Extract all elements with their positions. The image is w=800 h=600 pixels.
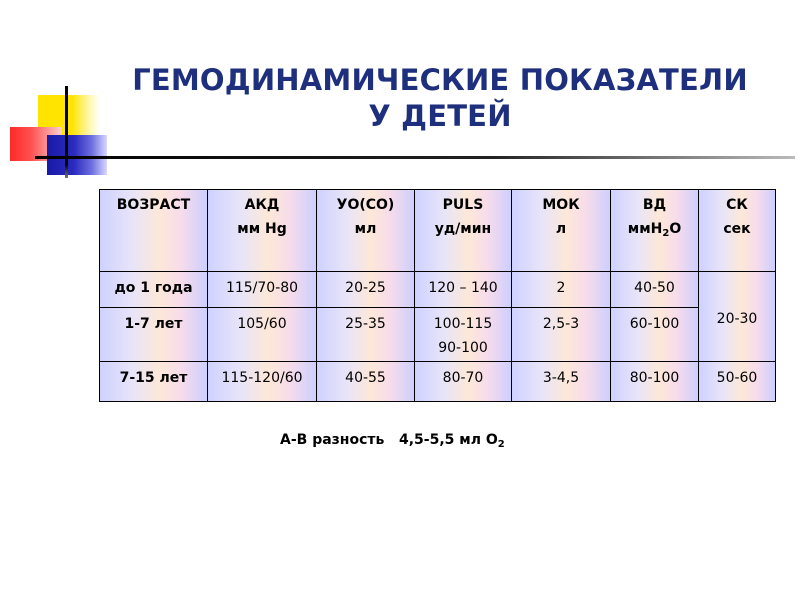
cell-uo: 20-25 [317,272,415,308]
table-row [100,272,776,308]
header-sk [699,190,776,272]
cell-vd: 60-100 [611,308,699,362]
cell-uo: 40-55 [317,362,415,402]
title-line-1: ГЕМОДИНАМИЧЕСКИЕ ПОКАЗАТЕЛИ [132,63,748,97]
header-vd-label: ВД [642,197,667,213]
av-difference-note [280,432,505,450]
cell-puls: 80-70 [415,362,512,402]
decor-horizontal-line [35,156,795,159]
cell-puls-line2: 90-100 [438,340,488,356]
cell-mok: 2,5-3 [512,308,611,362]
header-vd-unit-suffix: О [669,221,682,237]
cell-akd: 105/60 [208,308,317,362]
header-uo-unit: мл [354,221,377,237]
header-sk-unit: сек [723,221,751,237]
header-sk-label: СК [726,197,748,213]
header-uo-label: УО(СО) [336,197,395,213]
header-puls [415,190,512,272]
table-header-row [100,190,776,272]
cell-puls: 120 – 140 [415,272,512,308]
hemodynamics-table [99,189,776,402]
header-puls-label: PULS [442,197,484,213]
cell-mok: 2 [512,272,611,308]
cell-akd: 115/70-80 [208,272,317,308]
header-vd [611,190,699,272]
cell-akd: 115-120/60 [208,362,317,402]
header-age [100,190,208,272]
cell-age: до 1 года [100,272,208,308]
header-akd-unit: мм Hg [237,221,287,237]
cell-mok: 3-4,5 [512,362,611,402]
slide-title [0,62,800,134]
header-vd-unit-subscript: 2 [662,228,670,239]
cell-puls-line1: 100-115 [433,316,493,332]
cell-uo: 25-35 [317,308,415,362]
cell-age: 1-7 лет [100,308,208,362]
header-uo [317,190,415,272]
header-vd-unit-prefix: ммН [627,221,663,237]
decor-blue-square [47,135,107,175]
header-mok-unit: л [555,221,567,237]
table-row [100,362,776,402]
av-difference-subscript: 2 [497,439,505,450]
header-akd [208,190,317,272]
header-akd-label: АКД [244,197,280,213]
cell-sk: 50-60 [699,362,776,402]
header-puls-unit: уд/мин [434,221,492,237]
header-age-label: ВОЗРАСТ [116,197,191,213]
cell-sk-merged: 20-30 [699,272,776,362]
av-difference-label: А-В разность [280,432,385,448]
header-mok-label: МОК [542,197,580,213]
cell-vd: 40-50 [611,272,699,308]
cell-puls [415,308,512,362]
header-vd-unit [615,217,694,246]
table-row [100,308,776,362]
av-difference-value: 4,5-5,5 мл О [398,432,498,448]
cell-age: 7-15 лет [100,362,208,402]
title-line-2: У ДЕТЕЙ [368,99,512,133]
cell-vd: 80-100 [611,362,699,402]
header-mok [512,190,611,272]
